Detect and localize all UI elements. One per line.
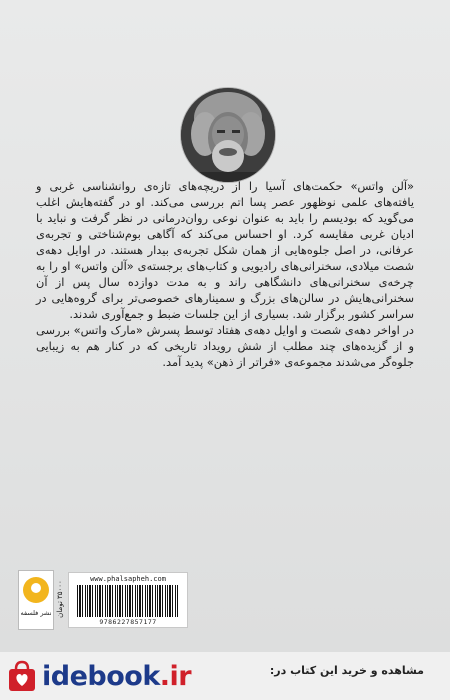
logo-tld: .ir [159, 660, 192, 692]
synopsis-paragraph-2: در اواخر دهه‌ی شصت و اوایل دهه‌ی هفتاد توسط پسرش «مارک واتس» بررسی و از گزیده‌های چند مطلب از شش رویداد تاریخی که در کنار هم به زیبایی جلوه‌گر می‌شدند مجموعه‌ی «فراتر از ذهن» پدید آمد. [36, 323, 414, 369]
isbn-digits: 9786227857177 [99, 618, 157, 626]
price-label [54, 572, 66, 626]
isbn-barcode [68, 572, 188, 628]
author-portrait-image [181, 88, 275, 182]
synopsis-text [36, 178, 414, 370]
logo-main: idebook [42, 660, 160, 692]
shopping-bag-icon [6, 659, 38, 693]
barcode-icon [77, 585, 179, 617]
store-banner[interactable] [0, 652, 450, 700]
author-portrait [181, 88, 275, 182]
purchase-note: مشاهده و خرید این کتاب در: [269, 664, 424, 677]
publisher-url: www.phalsapheh.com [90, 575, 166, 583]
synopsis-paragraph-1: «آلن واتس» حکمت‌های آسیا را از دریچه‌های تازه‌ی روانشناسی غربی و یافته‌های علمی نوظهور عصر پسا اتم بررسی می‌کند. او در گفته‌هایش اغلب می‌گوید که بودیسم را باید به عنوان نوعی روان‌درمانی در نظر گرفت و نباید با ادیان غربی مقایسه کرد. او احساس می‌کند که آگاهی بوم‌شناختی و تجربه‌ی عرفانی، در اصل جلوه‌هایی از همان شکل تجربه‌ی بیدار هستند. در اوایل دهه‌ی شصت میلادی، سخنرانی‌های رادیویی و کتاب‌های برجسته‌ی «آلن واتس» او را به چرخه‌ی سخنرانی‌های دانشگاهی راند و به مدت دوازده سال پس از آن سخنرانی‌هایش در سالن‌های بزرگ و سمینارهای خصوصی‌تر برای گروه‌هایی در سراسر کشور برگزار شد. بسیاری از این جلسات ضبط و جمع‌آوری شدند. [36, 179, 414, 321]
publisher-emblem-icon [23, 577, 49, 603]
price-text: ۳۵۰۰۰ تومان [56, 580, 64, 618]
logo-wordmark [42, 661, 191, 692]
publisher-name: نشر فلسفه [20, 609, 52, 617]
idebook-logo[interactable] [6, 656, 216, 696]
publisher-logo [18, 570, 54, 630]
cover-footer [0, 570, 450, 700]
